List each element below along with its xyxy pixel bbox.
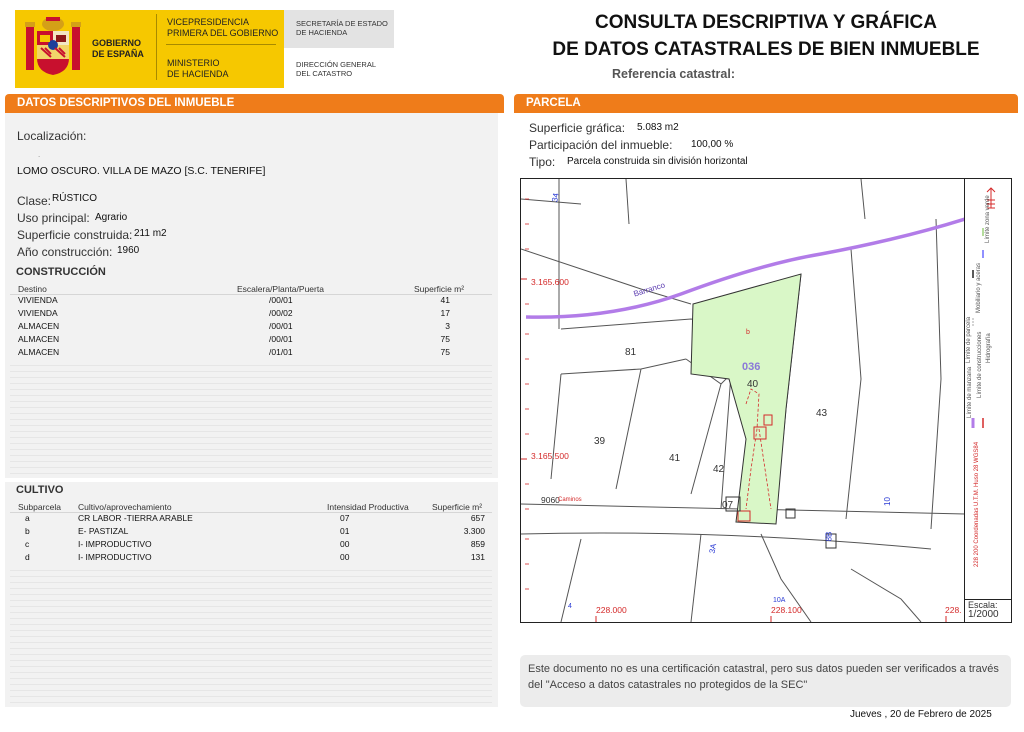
cell-superficie: 859 <box>470 539 485 549</box>
construccion-header-divider <box>10 294 492 295</box>
cell-superficie: 3.300 <box>463 526 485 536</box>
cultivo-header-superficie: Superficie m² <box>432 502 483 512</box>
construccion-header-escalera: Escalera/Planta/Puerta <box>237 284 324 294</box>
legend-label: Hidrografía <box>986 333 992 363</box>
cell-superficie: 75 <box>440 334 450 344</box>
cell-superficie: 75 <box>440 347 450 357</box>
parcel-number-label: 34 <box>550 192 561 203</box>
referencia-catastral-label: Referencia catastral: <box>612 67 735 81</box>
parcel-number-label: 10A <box>773 597 786 604</box>
anio-construccion-value: 1960 <box>117 245 140 256</box>
coat-of-arms-icon <box>24 14 82 78</box>
cell-escalera: /00/01 <box>269 334 293 344</box>
cell-destino: ALMACEN <box>18 334 60 344</box>
cultivo-header-intensidad: Intensidad Productiva <box>327 502 409 512</box>
map-legend <box>964 178 1012 599</box>
caminos-label: Caminos <box>558 497 582 503</box>
verification-notice: Este documento no es una certificación catastral, pero sus datos pueden ser verificados a través del "Acceso a datos catastrales no protegidos de la SEC" <box>520 655 1011 707</box>
parcel-boundary <box>846 249 861 519</box>
parcel-boundary <box>626 179 629 224</box>
localizacion-value: LOMO OSCURO. VILLA DE MAZO [S.C. TENERIFE] <box>17 165 266 177</box>
header-divider <box>156 14 157 80</box>
cultivo-empty-rows <box>10 565 492 703</box>
vicepresidencia-text <box>167 17 278 39</box>
parcel-number-label: 42 <box>713 464 725 475</box>
cell-destino: ALMACEN <box>18 321 60 331</box>
ministerio-text <box>167 58 229 80</box>
map-canvas <box>521 179 965 622</box>
parcela-heading: PARCELA <box>514 94 1018 113</box>
barranco-label: Barranco <box>632 280 667 299</box>
tipo-value: Parcela construida sin división horizontal <box>567 156 748 167</box>
parcel-boundary <box>851 569 921 622</box>
cell-intensidad: 00 <box>340 539 350 549</box>
parcel-boundary <box>561 359 686 374</box>
cell-cultivo: E- PASTIZAL <box>78 526 129 536</box>
cell-superficie: 41 <box>440 295 450 305</box>
parcel-boundary <box>931 219 941 529</box>
cell-escalera: /00/01 <box>269 321 293 331</box>
cell-superficie: 657 <box>470 513 485 523</box>
parcel-boundary <box>551 374 561 479</box>
legend-label: Límite de parcela <box>966 316 972 363</box>
parcel-boundary <box>691 534 701 622</box>
ministerio-line1: MINISTERIO <box>167 58 220 68</box>
cell-escalera: /00/02 <box>269 308 293 318</box>
cell-intensidad: 01 <box>340 526 350 536</box>
scale-box <box>964 599 1012 623</box>
superficie-construida-label: Superficie construida: <box>17 228 133 242</box>
cell-subparcela: c <box>25 539 30 549</box>
parcel-number-label: 81 <box>625 347 637 358</box>
parcel-number-label: 41 <box>669 453 681 464</box>
page-title-line1: CONSULTA DESCRIPTIVA Y GRÁFICA <box>594 12 938 33</box>
secretaria-text <box>296 19 388 37</box>
tipo-label: Tipo: <box>529 155 556 169</box>
parcel-number-label: 3A <box>707 542 719 555</box>
cell-cultivo: I- IMPRODUCTIVO <box>78 539 152 549</box>
participacion-value: 100,00 % <box>691 139 734 150</box>
parcel-number-label: 10 <box>882 497 892 506</box>
cultivo-title: CULTIVO <box>16 484 64 496</box>
cell-subparcela: d <box>25 552 30 562</box>
cell-destino: ALMACEN <box>18 347 60 357</box>
subparcel-label: b <box>746 329 750 336</box>
superficie-grafica-value: 5.083 m2 <box>637 122 679 133</box>
parcel-number-label: 4 <box>568 603 572 610</box>
gobierno-line1: GOBIERNO <box>92 38 142 48</box>
cell-superficie: 3 <box>445 321 450 331</box>
superficie-grafica-label: Superficie gráfica: <box>529 121 626 135</box>
legend-label: Límite de construcciones <box>977 331 983 398</box>
parcel-number-label: 43 <box>816 408 828 419</box>
cell-subparcela: b <box>25 526 30 536</box>
cell-escalera: /00/01 <box>269 295 293 305</box>
cell-subparcela: a <box>25 513 30 523</box>
cell-intensidad: 07 <box>340 513 350 523</box>
clase-value: RÚSTICO <box>52 193 97 204</box>
coord-y-label: 3.165.500 <box>531 451 569 461</box>
parcel-036-shape <box>691 274 801 524</box>
parcel-boundary <box>616 369 641 489</box>
parcel-boundary <box>721 374 734 511</box>
direccion-line1: DIRECCIÓN GENERAL <box>296 60 377 69</box>
cultivo-header-cultivo: Cultivo/aprovechamiento <box>78 502 172 512</box>
parcel-number-label: 9060 <box>541 495 560 505</box>
cell-cultivo: I- IMPRODUCTIVO <box>78 552 152 562</box>
cell-superficie: 17 <box>440 308 450 318</box>
direccion-text <box>296 60 376 78</box>
document-date: Jueves , 20 de Febrero de 2025 <box>850 709 992 720</box>
gobierno-line2: DE ESPAÑA <box>92 49 144 59</box>
construccion-title: CONSTRUCCIÓN <box>16 266 106 278</box>
vicepresidencia-line2: PRIMERA DEL GOBIERNO <box>167 28 279 38</box>
coord-x-label: 228. <box>945 605 962 615</box>
parcel-id-label: 036 <box>742 361 761 373</box>
legend-label: Mobiliario y aceras <box>976 262 982 313</box>
parcel-number-label: 07 <box>722 500 734 511</box>
cell-escalera: /01/01 <box>269 347 293 357</box>
construccion-header-superficie: Superficie m² <box>414 284 465 294</box>
localizacion-label: Localización: <box>17 129 87 143</box>
utm-label: 228 200 Coordenadas U.T.M. Huso 28 WGS84 <box>974 441 980 567</box>
header-hdivider <box>166 44 276 45</box>
cell-destino: VIVIENDA <box>18 308 58 318</box>
superficie-construida-value: 211 m2 <box>134 228 167 239</box>
vicepresidencia-line1: VICEPRESIDENCIA <box>167 17 250 27</box>
legend-label: Límite zona verde <box>985 195 991 243</box>
page-title-line2: DE DATOS CATASTRALES DE BIEN INMUEBLE <box>552 39 980 60</box>
construccion-empty-rows <box>10 360 492 474</box>
parcel-boundary <box>521 533 931 549</box>
localizacion-dot: . <box>38 150 41 159</box>
coord-x-label: 228.100 <box>771 605 802 615</box>
uso-label: Uso principal: <box>17 211 90 225</box>
legend-label: Límite de manzana <box>967 366 973 418</box>
cell-superficie: 131 <box>470 552 485 562</box>
gobierno-text <box>92 38 144 60</box>
cadastral-map[interactable] <box>520 178 1012 623</box>
scale-value: 1/2000 <box>968 609 999 620</box>
scale-label: Escala: <box>968 600 998 610</box>
coord-x-label: 228.000 <box>596 605 627 615</box>
cell-cultivo: CR LABOR -TIERRA ARABLE <box>78 513 193 523</box>
construccion-header-destino: Destino <box>18 284 47 294</box>
parcel-number-label: 39 <box>594 436 606 447</box>
parcel-number-label: 40 <box>747 379 759 390</box>
parcel-boundary <box>861 179 865 219</box>
participacion-label: Participación del inmueble: <box>529 138 673 152</box>
ministerio-line2: DE HACIENDA <box>167 69 229 79</box>
secretaria-line1: SECRETARÍA DE ESTADO <box>296 19 388 28</box>
clase-label: Clase: <box>17 194 52 208</box>
parcel-number-label: 8B <box>824 531 834 542</box>
secretaria-line2: DE HACIENDA <box>296 28 348 37</box>
datos-descriptivos-heading: DATOS DESCRIPTIVOS DEL INMUEBLE <box>5 94 504 113</box>
cell-intensidad: 00 <box>340 552 350 562</box>
direccion-line2: DEL CATASTRO <box>296 69 353 78</box>
page-title <box>520 9 1012 63</box>
uso-value: Agrario <box>95 212 128 223</box>
cell-destino: VIVIENDA <box>18 295 58 305</box>
cultivo-header-subparcela: Subparcela <box>18 502 62 512</box>
anio-construccion-label: Año construcción: <box>17 245 113 259</box>
coord-y-label: 3.165.600 <box>531 277 569 287</box>
